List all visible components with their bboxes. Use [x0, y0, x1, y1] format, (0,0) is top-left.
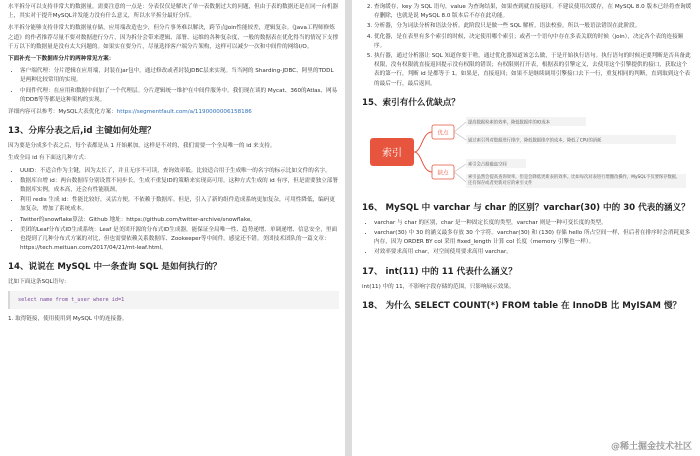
- step-1: 1. 取得链接，使用使用到 MySQL 中的连接器。: [8, 315, 128, 322]
- id-method-item: • Twitter的snowflake算法：Github 地址：https://github.com/twitter-archive/snowflake。: [20, 216, 339, 225]
- scheme-item: • 客户端代理：分片逻辑在应用端，封装在jar包中，通过修改或者封装JDBC层来实现。当当网的 Sharding-JDBC、阿里的TDDL是两种比较常用的实现。: [20, 67, 339, 85]
- heading-13: 13、分库分表之后,id 主键如何处理？: [8, 126, 156, 137]
- con-note-2: 索引虽然会提高查询效率，但是会降低更新表的效率。比如每次对表进行增删改操作，MySQL不仅要保存数据，还有保存或者更新对应的索引文件: [466, 174, 686, 188]
- left-page: [0, 0, 345, 456]
- intro-paragraph-2: 水平拆分能够支持非常大的数据量存储，应用端改造也少，但分片事务难以解决，跨节点Join性能较差，逻辑复杂。《Java工程师修炼之道》的作者推荐尽量不要对数据进行分片，因为拆分会带来逻辑、部署、运维的各种复杂度，一般的数据表在优化得当的情况下支撑千万以下的数据量是没有太大问题的。如果实在要分片，尽量选择客户端分片架构，这样可以减少一次和中间件的网络I/O。: [8, 25, 339, 50]
- con-note-2-wrap: [466, 174, 686, 194]
- pro-note-1: 提高数据检索的效率，降低数据库的IO成本: [468, 120, 550, 126]
- execution-step: 2. 查询缓存，key 为 SQL 语句，value 为查询结果，如果查到就直接返回。不建议使用次缓存，在 MySQL 8.0 版本已经将查询缓存删除，也就是说 MySQL 8.0 版本后不存在此功能。: [374, 3, 692, 21]
- execution-step: 4. 优化器，是在表里有多个索引的时候，决定使用哪个索引；或者一个语句中存在多表关联的时候（join），决定各个表的连接顺序。: [374, 33, 692, 51]
- id-method-item: • 数据库自增 id：两台数据库分别设置不同步长，生成不重复ID的策略来实现高可用。这种方式生成的 id 有序，但是需要独立部署数据库实例，成本高，还会有性能瓶颈。: [20, 177, 339, 195]
- heading-14: 14、说说在 MySQL 中一条查询 SQL 是如何执行的？: [8, 262, 222, 273]
- con-note-1: 索引会占据磁盘空间: [468, 162, 507, 168]
- center-node-label: 索引: [382, 147, 402, 159]
- h14-paragraph: 比如下面这条SQL语句：: [8, 279, 70, 286]
- heading-15: 15、索引有什么优缺点？: [362, 97, 460, 108]
- intro-paragraph-1: 水平拆分可以支持非常大的数据量。需要注意的一点是：分表仅仅是解决了单一表数据过大的问题，但由于表的数据还是在同一台机器上，其实对于提升MySQL并发能力没有什么意义，所以水平拆分最好分库。: [8, 4, 339, 20]
- schemes-list: [8, 67, 339, 105]
- right-page: [352, 0, 700, 456]
- con-branches: [454, 164, 466, 182]
- id-methods-list: [8, 167, 339, 254]
- pro-note-2: 通过索引列对数据进行排序，降低数据排序的成本，降低了CPU的消耗: [468, 138, 602, 144]
- reference-label: 详细内容可以参考：MySQL大表优化方案：: [8, 109, 117, 116]
- execution-step: 3. 分析器，分为词法分析和语法分析。此阶段只是做一些 SQL 解析，语法校验。所以一般语法错误在此阶段。: [374, 22, 692, 31]
- pro-connector: [414, 132, 432, 152]
- id-method-item: • 美团的Leaf分布式ID生成系统：Leaf 是美团开源的分布式ID生成器，能保证全局唯一性、趋势递增、单调递增、信息安全，里面也提到了几种分布式方案的对比，但也需要依赖关系数据库、Zookeeper等中间件。感觉还不错。美团技术团队的一篇文章：https://tech.meituan.com/2017/04/21/mt-leaf.html。: [20, 226, 339, 254]
- con-node-label: 缺点: [437, 170, 449, 177]
- h13-paragraph-1: 因为要是分成多个表之后，每个表都是从 1 开始累加，这样是不对的，我们需要一个全局唯一的 id 来支持。: [8, 143, 276, 150]
- heading-16: 16、 MySQL 中 varchar 与 char 的区别？varchar(30) 中的 30 代表的涵义？: [362, 202, 690, 213]
- heading-18: 18、 为什么 SELECT COUNT(*) FROM table 在 InnoDB 比 MyISAM 慢？: [362, 300, 682, 311]
- heading-17: 17、 int(11) 中的 11 代表什么涵义？: [362, 266, 517, 277]
- varchar-char-item: • varchar(30) 中 30 的涵义最多存放 30 个字符。varchar(30) 和 (130) 存储 hello 所占空间一样，但后者在排序时会消耗更多内存，因为 ORDER BY col 采用 fixed_length 计算 col 长度（memory 引擎也一样）。: [374, 229, 692, 247]
- scheme-item: • 中间件代理：在应用和数据中间加了一个代理层。分片逻辑统一维护在中间件服务中。我们现在谈的 Mycat、360的Atlas、网易的DDB等等都是这种架构的实现。: [20, 87, 339, 105]
- reference-link[interactable]: https://segmentfault.com/a/1190000006158186: [116, 109, 252, 116]
- page-gutter: [345, 0, 352, 456]
- sql-code-block: select name from t_user where id=1: [8, 291, 339, 309]
- varchar-char-item: • varchar 与 char 的区别，char 是一种固定长度的类型，varchar 则是一种可变长度的类型。: [374, 219, 692, 228]
- pro-branches: [454, 122, 466, 140]
- h17-paragraph: int(11) 中的 11，不影响字段存储的范围，只影响展示效果。: [362, 283, 515, 290]
- varchar-char-list: [362, 219, 692, 258]
- execution-step: 5. 执行器，通过分析器让 SQL 知道你要干啥，通过优化器知道该怎么做，于是开始执行语句。执行语句的时候还要判断是否具备此权限，没有权限就直接返回提示没有权限的错误；有权限则打开表，根据表的引擎定义，去使用这个引擎提供的接口，获取这个表的第一行，判断 id 是都等于 1。如果是，直接返回；如果不是继续调用引擎接口去下一行，重复相同的判断，直到取到这个表的最后一行，最后返回。: [374, 52, 692, 89]
- schemes-title: 下面补充一下数据库分片的两种常见方案：: [8, 56, 115, 63]
- h13-paragraph-2: 生成全局 id 有下面这几种方式：: [8, 155, 90, 162]
- site-watermark: @稀土掘金技术社区: [610, 442, 692, 452]
- con-connector: [414, 152, 432, 172]
- id-method-item: • UUID：不适合作为主键，因为太长了，并且无序不可读，查询效率低。比较适合用于生成唯一的名字的标示比如文件的名字。: [20, 167, 339, 176]
- mindmap-svg: [362, 114, 692, 194]
- pro-node-label: 优点: [437, 130, 449, 137]
- reference-line: [8, 108, 339, 117]
- execution-steps-list: [362, 3, 692, 89]
- id-method-item: • 利用 redis 生成 id：性能比较好，灵活方便，不依赖于数据库。但是，引入了新的组件造成系统更加复杂，可用性降低，编码更加复杂，增加了系统成本。: [20, 196, 339, 214]
- index-pros-cons-diagram: [362, 114, 692, 194]
- varchar-char-item: • 对效率要求高用 char，对空间使用要求高用 varchar。: [374, 248, 692, 257]
